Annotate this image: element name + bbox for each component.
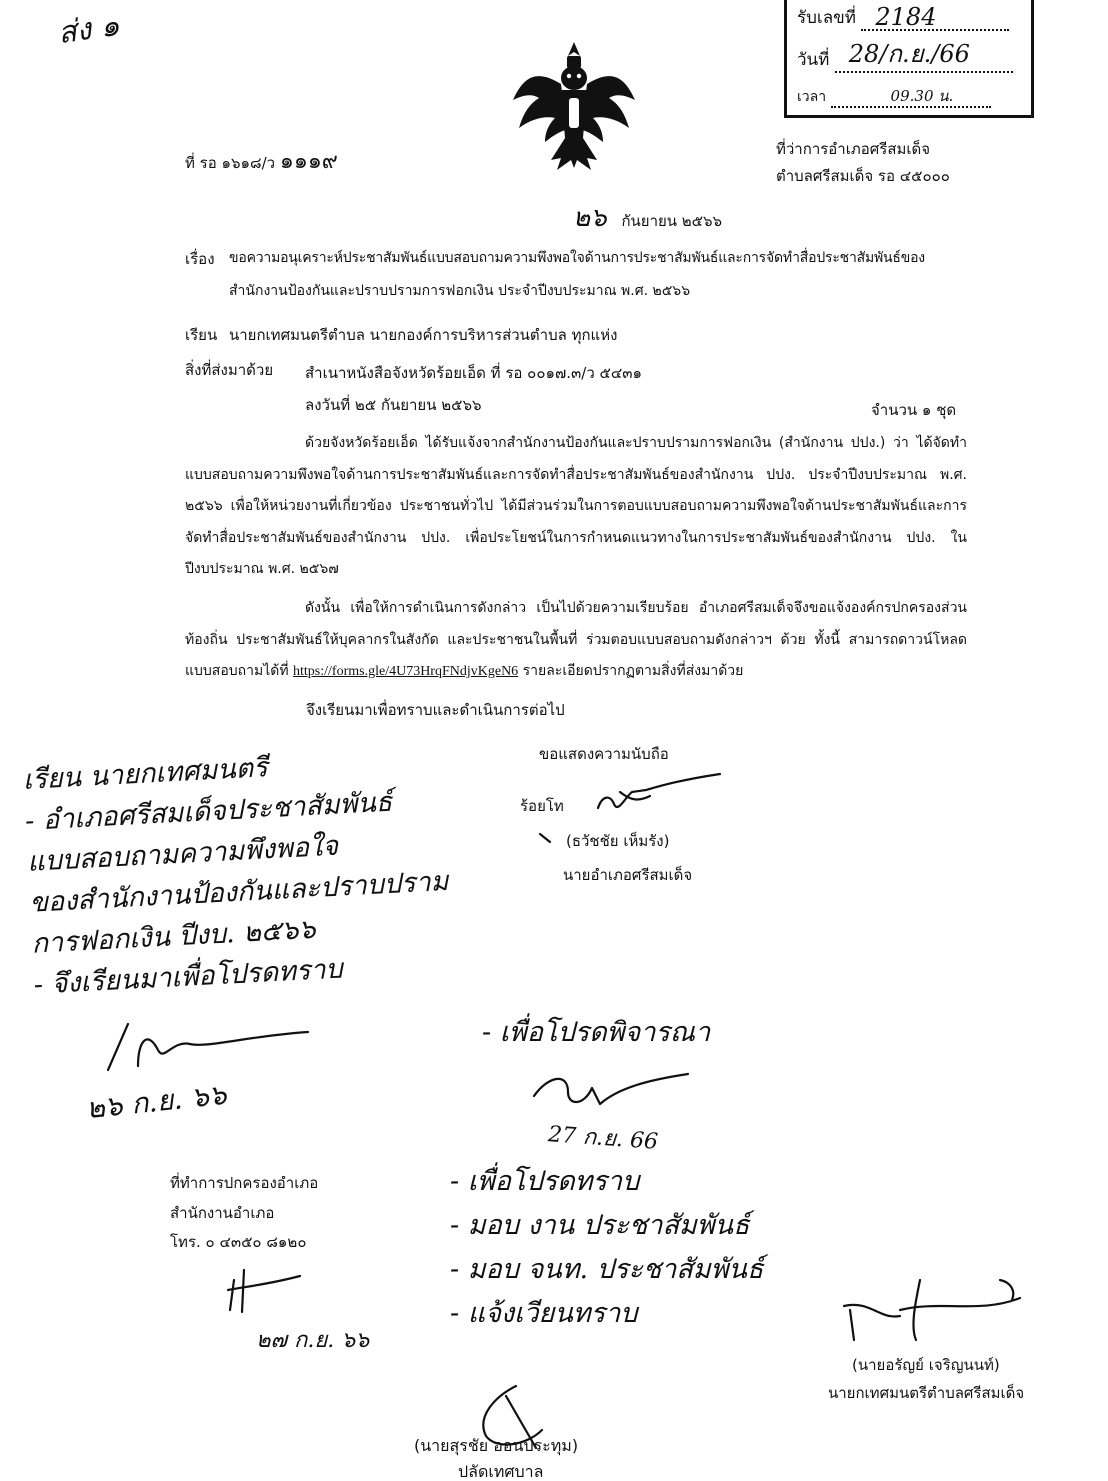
letter-date bbox=[573, 203, 722, 234]
handwritten-signature-mid bbox=[528, 1056, 698, 1112]
footer-office-line-2: สำนักงานอำเภอ bbox=[170, 1204, 275, 1222]
handwritten-note-left: เรียน นายกเทศมนตรี - อำเภอศรีสมเด็จประชาสัมพันธ์ แบบสอบถามความพึงพอใจ ของสำนักงานป้องกันและปราบปราม การฟอกเงิน ปีงบ. ๒๕๖๖ - จึงเรียนมาเพื่อโปรดทราบ bbox=[22, 752, 450, 1001]
closing-line: จึงเรียนมาเพื่อทราบและดำเนินการต่อไป bbox=[306, 701, 565, 719]
footer-handwritten-date: ๒๗ ก.ย. ๖๖ bbox=[256, 1328, 370, 1353]
receipt-date-value: 28/ก.ย./66 bbox=[848, 40, 970, 68]
receipt-time-value: 09.30 น. bbox=[890, 87, 954, 105]
body-paragraph-1: ด้วยจังหวัดร้อยเอ็ด ได้รับแจ้งจากสำนักงานป้องกันและปราบปรามการฟอกเงิน (สำนักงาน ปปง.) ว่า ได้จัดทำแบบสอบถามความพึงพอใจด้านการประชาสัมพันธ์และการจัดทำสื่อประชาสัมพันธ์ของสำนักงาน ปปง. ประจำปีงบประมาณ พ.ศ. ๒๕๖๖ เพื่อให้หน่วยงานที่เกี่ยวข้อง ประชาชนทั่วไป ได้มีส่วนร่วมในการตอบแบบสอบถามความพึงพอใจด้านประชาสัมพันธ์และการจัดทำสื่อประชาสัมพันธ์ของสำนักงาน ปปง. เพื่อประโยชน์ในการกำหนดแนวทางในการประชาสัมพันธ์ของสำนักงาน ปปง. ในปีงบประมาณ พ.ศ. ๒๕๖๗ bbox=[185, 435, 967, 577]
subject-line-1: ขอความอนุเคราะห์ประชาสัมพันธ์แบบสอบถามความพึงพอใจด้านการประชาสัมพันธ์และการจัดทำสื่อประชาสัมพันธ์ของ bbox=[229, 250, 925, 266]
enclosure-line-2: ลงวันที่ ๒๕ กันยายน ๒๕๖๖ bbox=[305, 396, 482, 414]
mayor-name: (นายอรัญย์ เจริญนนท์) bbox=[852, 1356, 1000, 1374]
body-paragraph-2-tail: รายละเอียดปรากฏตามสิ่งที่ส่งมาด้วย bbox=[522, 663, 744, 679]
office-address-line-1: ที่ว่าการอำเภอศรีสมเด็จ bbox=[776, 140, 931, 158]
subject-label: เรื่อง bbox=[185, 250, 215, 268]
regards-line: ขอแสดงความนับถือ bbox=[539, 745, 669, 763]
enclosure-line-1: สำเนาหนังสือจังหวัดร้อยเอ็ด ที่ รอ ๐๐๑๗.๓/ว ๕๔๓๑ bbox=[305, 364, 643, 382]
corner-handwritten-note: ส่ง ๑ bbox=[55, 7, 122, 52]
receipt-stamp bbox=[784, 0, 1034, 118]
receipt-time-label: เวลา bbox=[797, 89, 827, 105]
body-paragraph-2 bbox=[185, 593, 967, 688]
signer-tick-mark bbox=[538, 830, 562, 848]
signer-title: นายอำเภอศรีสมเด็จ bbox=[563, 866, 693, 884]
to-text: นายกเทศมนตรีตำบล นายกองค์การบริหารส่วนตำบล ทุกแห่ง bbox=[229, 326, 618, 344]
mayor-signature bbox=[840, 1270, 1030, 1350]
receipt-no-value: 2184 bbox=[875, 3, 937, 31]
signer-signature bbox=[590, 766, 730, 826]
handwritten-date-left: ๒๖ ก.ย. ๖๖ bbox=[84, 1077, 229, 1126]
handwritten-signature-left bbox=[98, 1010, 318, 1080]
enclosure-quantity: จำนวน ๑ ชุด bbox=[871, 401, 957, 419]
handwritten-note-mid: - เพื่อโปรดพิจารณา bbox=[482, 1017, 711, 1048]
footer-initials bbox=[220, 1260, 310, 1320]
handwritten-note-bottom: - เพื่อโปรดทราบ - มอบ งาน ประชาสัมพันธ์ - มอบ จนท. ประชาสัมพันธ์ - แจ้งเวียนทราบ bbox=[450, 1166, 764, 1329]
receipt-date-label: วันที่ bbox=[797, 50, 830, 70]
handwritten-date-mid: 27 ก.ย. 66 bbox=[547, 1122, 659, 1155]
to-label: เรียน bbox=[185, 326, 218, 344]
clerk-name: (นายสุรชัย ออนประทุม) bbox=[414, 1436, 579, 1455]
reference-number-label: ที่ รอ ๑๖๑๘/ว bbox=[185, 154, 276, 172]
reference-number-value: ๑๑๑๙ bbox=[279, 149, 338, 174]
clerk-title: ปลัดเทศบาล bbox=[458, 1462, 544, 1481]
signer-name: (ธวัชชัย เห็มรัง) bbox=[566, 832, 670, 850]
enclosure-label: สิ่งที่ส่งมาด้วย bbox=[185, 361, 274, 379]
footer-office-phone: โทร. ๐ ๔๓๕๐ ๘๑๒๐ bbox=[170, 1233, 307, 1251]
office-address-line-2: ตำบลศรีสมเด็จ รอ ๔๕๐๐๐ bbox=[776, 167, 950, 185]
footer-office-line-1: ที่ทำการปกครองอำเภอ bbox=[170, 1174, 319, 1192]
subject-line-2: สำนักงานป้องกันและปราบปรามการฟอกเงิน ประจำปีงบประมาณ พ.ศ. ๒๕๖๖ bbox=[229, 283, 691, 299]
survey-link[interactable]: https://forms.gle/4U73HrqFNdjvKgeN6 bbox=[293, 664, 519, 679]
receipt-no-label: รับเลขที่ bbox=[797, 8, 856, 28]
body-paragraph-2-text: ดังนั้น เพื่อให้การดำเนินการดังกล่าว เป็นไปด้วยความเรียบร้อย อำเภอศรีสมเด็จจึงขอแจ้งองค์กรปกครองส่วนท้องถิ่น ประชาสัมพันธ์ให้บุคลากรในสังกัด และประชาชนในพื้นที่ ร่วมตอบแบบสอบถามดังกล่าวฯ ด้วย ทั้งนี้ สามารถดาวน์โหลดแบบสอบถามได้ที่ bbox=[185, 600, 967, 679]
garuda-emblem bbox=[505, 38, 643, 176]
reference-number bbox=[185, 149, 338, 175]
letter-date-rest: กันยายน ๒๕๖๖ bbox=[621, 212, 723, 230]
mayor-title: นายกเทศมนตรีตำบลศรีสมเด็จ bbox=[828, 1384, 1025, 1402]
signer-rank: ร้อยโท bbox=[520, 797, 564, 815]
letter-date-day: ๒๖ bbox=[573, 203, 607, 233]
